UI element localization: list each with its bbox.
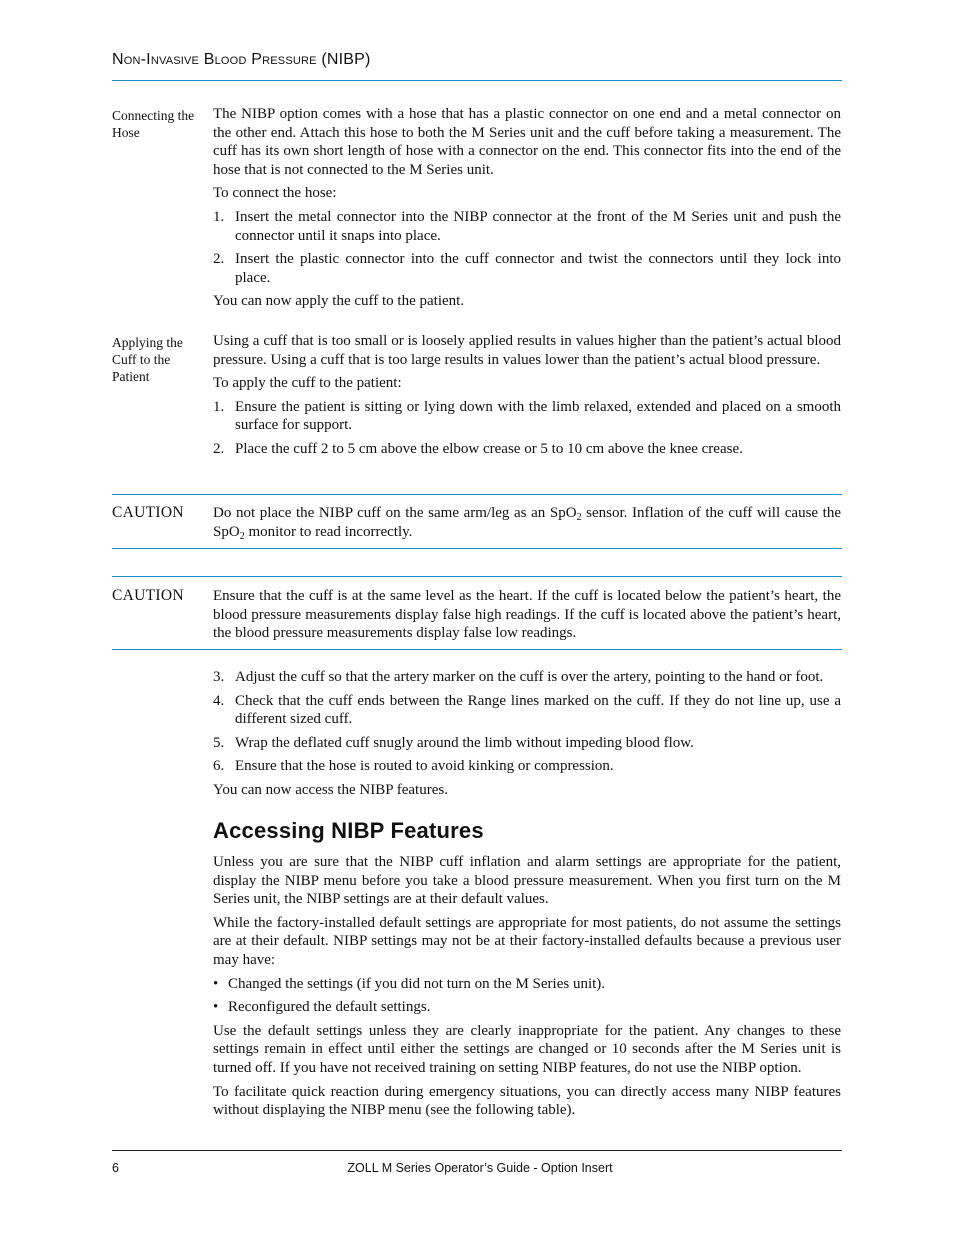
side-label-applying: Applying the Cuff to the Patient xyxy=(112,335,183,384)
footer-title: ZOLL M Series Operator’s Guide - Option Insert xyxy=(347,1161,613,1175)
list-item: 5. Wrap the deflated cuff snugly around the limb without impeding blood flow. xyxy=(213,734,694,751)
applying-paragraph: Using a cuff that is too small or is loosely applied results in values higher than the patient’s actual blood pressure. Using a cuff that is too large results in values lower than the patient’s actual blood pressure. xyxy=(213,333,841,368)
header-rule xyxy=(112,80,842,81)
list-item: 3. Adjust the cuff so that the artery marker on the cuff is over the artery, pointing to the hand or foot. xyxy=(213,669,824,685)
caution-text: Do not place the NIBP cuff on the same arm/leg as an SpO$_2$ sensor. Inflation of the cuff will cause the SpO$_2$ monitor to read incorrectly. xyxy=(213,505,841,542)
caution-rule-top xyxy=(112,494,842,495)
applying-steps xyxy=(213,398,841,459)
caution-rule-top xyxy=(112,576,842,577)
list-item: 2. Insert the plastic connector into the cuff connector and twist the connectors until they lock into place. xyxy=(213,251,841,286)
applying-continued-section xyxy=(213,668,841,805)
list-item: 6. Ensure that the hose is routed to avoid kinking or compression. xyxy=(213,758,614,775)
list-item: 1. Ensure the patient is sitting or lying down with the limb relaxed, extended and placed on a smooth surface for support. xyxy=(213,398,841,434)
side-label-connecting: Connecting the Hose xyxy=(112,108,195,140)
applying-outro: You can now access the NIBP features. xyxy=(213,781,448,798)
accessing-paragraph: Unless you are sure that the NIBP cuff inflation and alarm settings are appropriate for the patient, display the NIBP menu before you take a blood pressure measurement. When you first turn on the M Series unit, the NIBP settings are at their default values. xyxy=(213,854,841,908)
connecting-section xyxy=(213,105,841,316)
caution-label: CAUTION xyxy=(112,504,184,521)
section-heading: Accessing NIBP Features xyxy=(213,818,484,843)
list-item: 4. Check that the cuff ends between the Range lines marked on the cuff. If they do not line up, use a different sized cuff. xyxy=(213,692,841,728)
list-item: 1. Insert the metal connector into the NIBP connector at the front of the M Series unit and push the connector until it snaps into place. xyxy=(213,208,841,244)
accessing-paragraph: To facilitate quick reaction during emergency situations, you can directly access many NIBP features without displaying the NIBP menu (see the following table). xyxy=(213,1083,841,1119)
connecting-steps xyxy=(213,208,841,287)
caution-rule-bottom xyxy=(112,548,842,549)
caution-text: Ensure that the cuff is at the same level as the heart. If the cuff is located below the patient’s heart, the blood pressure measurements display false high readings. If the cuff is located above the patient’s heart, the blood pressure measurements display false low readings. xyxy=(213,588,841,642)
footer-rule xyxy=(112,1150,842,1151)
applying-section xyxy=(213,332,841,464)
accessing-paragraph: Use the default settings unless they are clearly inappropriate for the patient. Any changes to these settings remain in effect until either the settings are changed or 10 seconds after the M Series unit is turned off. If you have not received training on setting NIBP features, do not use the NIBP option. xyxy=(213,1022,841,1076)
page-number: 6 xyxy=(112,1161,119,1175)
applying-intro: To apply the cuff to the patient: xyxy=(213,375,402,392)
applying-steps-continued xyxy=(213,668,841,776)
connecting-intro: To connect the hose: xyxy=(213,185,337,202)
accessing-section xyxy=(213,853,841,1125)
list-item: • Changed the settings (if you did not turn on the M Series unit). xyxy=(213,975,606,992)
list-item: • Reconfigured the default settings. xyxy=(213,999,431,1016)
accessing-paragraph: While the factory-installed default settings are appropriate for most patients, do not assume the settings are at their default. NIBP settings may not be at their factory-installed defaults because a previous user may have: xyxy=(213,914,841,968)
caution-rule-bottom xyxy=(112,649,842,650)
accessing-bullets xyxy=(213,975,841,1017)
caution-label: CAUTION xyxy=(112,587,184,604)
page-header-title: Non-Invasive Blood Pressure (NIBP) xyxy=(112,51,371,68)
connecting-paragraph: The NIBP option comes with a hose that has a plastic connector on one end and a metal connector on the other end. Attach this hose to both the M Series unit and the cuff before taking a measurement. The cuff has its own short length of hose with a connector on the end. This connector fits into the end of the hose that is not connected to the M Series unit. xyxy=(213,106,841,178)
connecting-outro: You can now apply the cuff to the patient. xyxy=(213,293,465,310)
list-item: 2. Place the cuff 2 to 5 cm above the elbow crease or 5 to 10 cm above the knee crease. xyxy=(213,440,743,457)
